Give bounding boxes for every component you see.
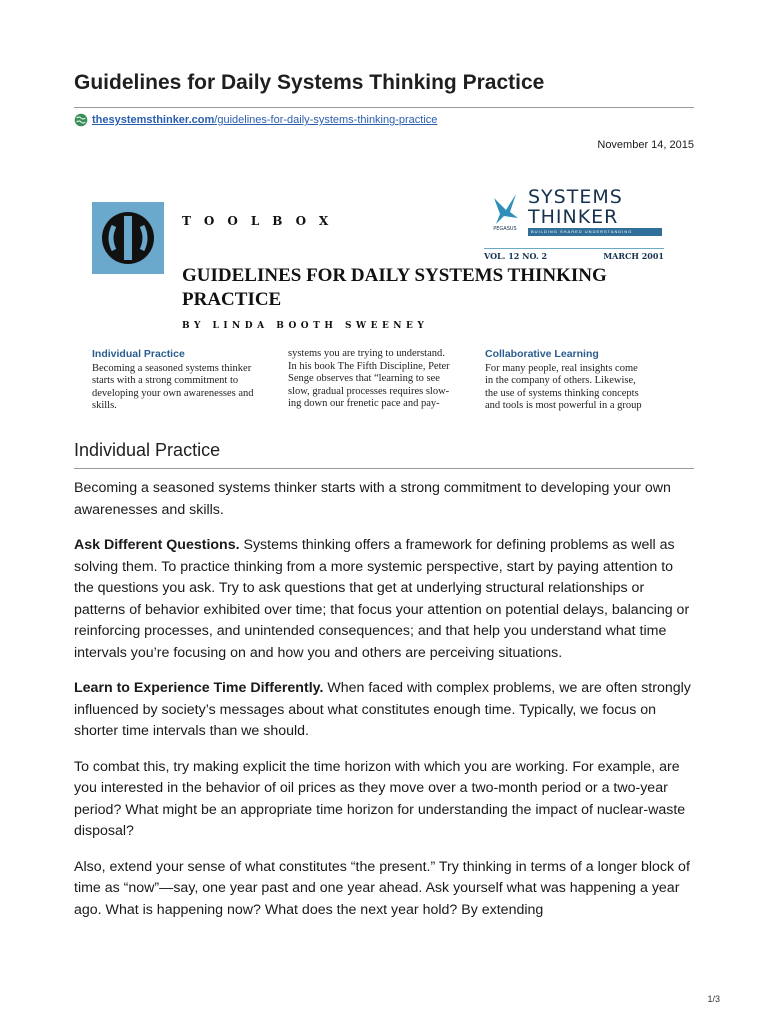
brand-thinker: THINKER [528,206,619,228]
scan-line: skills. [92,400,117,411]
article-body [74,478,696,935]
scan-line: Becoming a seasoned systems thinker [92,362,252,374]
issue-date: MARCH 2001 [603,251,664,261]
systems-thinker-logo [484,186,662,242]
pegasus-label: PEGASUS [493,226,517,232]
section-heading: Individual Practice [74,440,221,460]
magazine-header-image [92,186,686,426]
page-number: 1/3 [707,994,720,1004]
section-divider [74,468,694,469]
toolbox-emblem-icon [92,202,164,274]
paragraph-horizon: To combat this, try making explicit the time horizon with which you are working. For example, are you interested in the behavior of oil prices as they move over a two-month period or a two-year period? What might be an appropriate time horizon for understanding the impact of nuclear-waste disposal? [74,758,686,839]
volume-label: VOL. 12 NO. 2 [484,251,548,261]
page-title: Guidelines for Daily Systems Thinking Practice [74,71,545,94]
source-link[interactable] [92,114,437,126]
scan-column-1-heading: Individual Practice [92,348,185,360]
scan-line: ing down our frenetic pace and pay- [288,398,440,409]
publish-date: November 14, 2015 [597,139,694,151]
scan-line: Senge observes that “learning to see [288,373,440,384]
source-link-row [74,113,437,127]
scan-line: starts with a strong commitment to [92,375,239,386]
scan-line: systems you are trying to understand. [288,348,445,359]
toolbox-logo [92,202,164,274]
brand-tagline-bar [528,228,662,236]
paragraph-questions [74,535,696,664]
paragraph-text: Systems thinking offers a framework for defining problems as well as solving them. To practice thinking from a more systemic perspective, start by paying attention to the questions you ask. Try to ask questions that get at underlying structural relationships or patterns of behavior exhibited over time; that focus your attention on potential delays, balancing or reinforcing processes, and unintended consequences; and that help you understand what time intervals you’re focusing on and how you and others are perceiving situations. [74,537,690,661]
article-byline: BY LINDA BOOTH SWEENEY [182,321,429,331]
paragraph-text: When faced with complex problems, we are often strongly influenced by society’s messages about what constitutes enough time. Typically, we focus on shorter time intervals than we should. [74,680,691,739]
issue-info [484,248,664,261]
title-divider [74,107,694,108]
scan-line: For many people, real insights come [485,362,638,374]
scan-line: developing your own awarenesses and [92,387,254,399]
article-headline: GUIDELINES FOR DAILY SYSTEMS THINKING PRACTICE [182,265,607,310]
brand-tagline: BUILDING SHARED UNDERSTANDING [531,229,633,234]
paragraph-intro: Becoming a seasoned systems thinker starts with a strong commitment to developing your own awarenesses and skills. [74,480,671,518]
paragraph-present: Also, extend your sense of what constitutes “the present.” Try thinking in terms of a longer block of time as “now”—say, one year past and one year ahead. Ask yourself what was happening a year ago. What is happening now? What does the next year hold? By extending [74,858,690,918]
source-domain: thesystemsthinker.com [92,114,215,126]
scan-line: and tools is most powerful in a group [485,400,642,411]
globe-icon [74,113,88,127]
scan-line: In his book The Fifth Discipline, Peter [288,360,450,372]
scan-column-3 [485,348,657,413]
scan-column-2 [288,348,460,411]
paragraph-time [74,678,696,743]
scan-line: in the company of others. Likewise, [485,375,636,386]
brand-systems: SYSTEMS [528,186,623,208]
scan-column-3-heading: Collaborative Learning [485,348,599,360]
toolbox-label: TOOLBOX [182,214,342,228]
scan-line: slow, gradual processes requires slow- [288,385,450,397]
scan-column-1 [92,348,264,413]
paragraph-lead: Learn to Experience Time Differently. [74,680,324,696]
pegasus-icon [486,188,524,232]
paragraph-lead: Ask Different Questions. [74,537,240,553]
source-path: /guidelines-for-daily-systems-thinking-practice [214,114,438,126]
scan-line: the use of systems thinking concepts [485,387,639,399]
